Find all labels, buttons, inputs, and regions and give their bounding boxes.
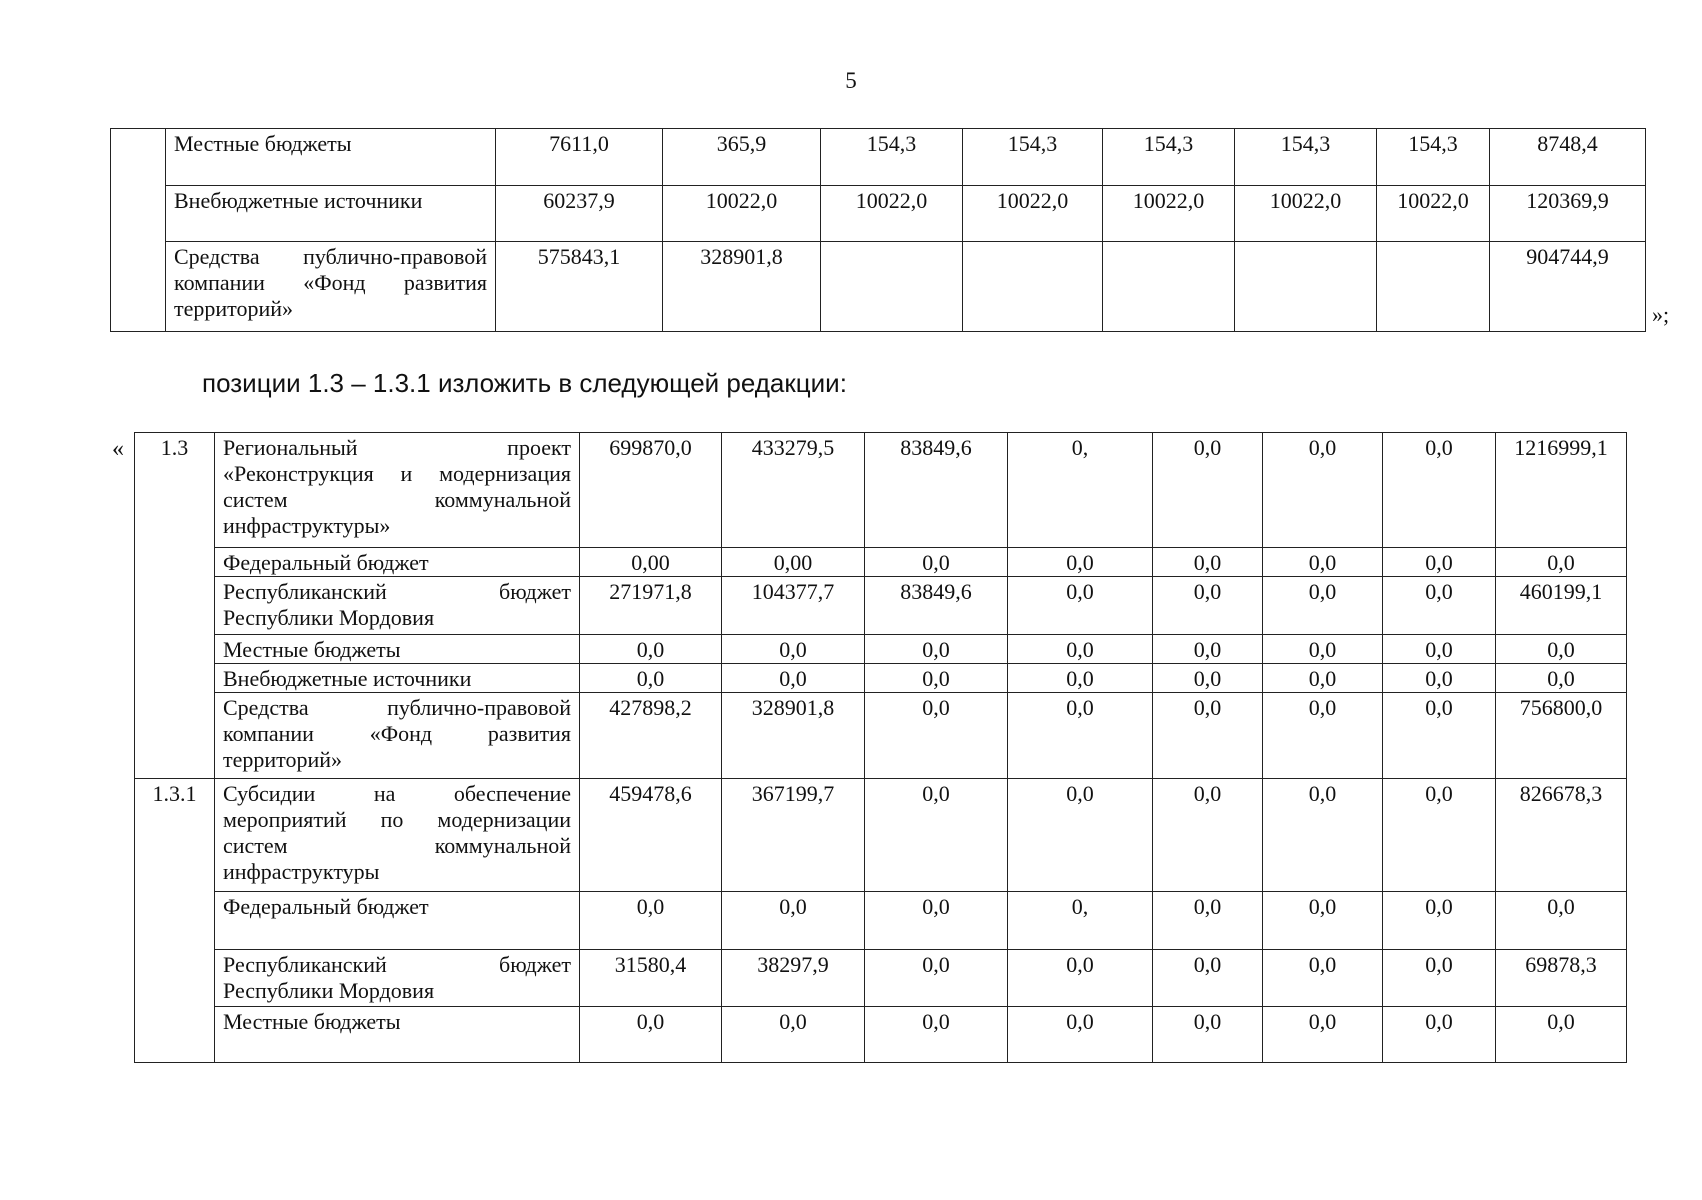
value-cell: 31580,4 bbox=[580, 950, 722, 1007]
value-cell: 826678,3 bbox=[1496, 779, 1627, 892]
value-cell: 0,0 bbox=[1263, 1007, 1383, 1063]
value-cell: 0, bbox=[1008, 892, 1153, 950]
value-cell: 427898,2 bbox=[580, 693, 722, 779]
position-code: 1.3.1 bbox=[135, 779, 215, 1063]
value-cell: 0,0 bbox=[865, 950, 1008, 1007]
value-cell: 0,0 bbox=[1008, 548, 1153, 577]
value-cell: 10022,0 bbox=[1235, 186, 1377, 242]
value-cell: 0,0 bbox=[580, 664, 722, 693]
value-cell: 10022,0 bbox=[963, 186, 1103, 242]
value-cell bbox=[821, 242, 963, 332]
value-cell: 0,0 bbox=[1263, 664, 1383, 693]
value-cell: 0,0 bbox=[1008, 577, 1153, 635]
value-cell: 0,0 bbox=[580, 892, 722, 950]
value-cell: 7611,0 bbox=[496, 129, 663, 186]
value-cell: 60237,9 bbox=[496, 186, 663, 242]
value-cell: 0,0 bbox=[865, 635, 1008, 664]
value-cell: 0,0 bbox=[722, 635, 865, 664]
value-cell: 0, bbox=[1008, 433, 1153, 548]
value-cell: 0,0 bbox=[1383, 779, 1496, 892]
value-cell: 0,0 bbox=[580, 1007, 722, 1063]
value-cell: 154,3 bbox=[1377, 129, 1490, 186]
value-cell: 0,0 bbox=[1263, 950, 1383, 1007]
value-cell: 10022,0 bbox=[1103, 186, 1235, 242]
value-cell: 10022,0 bbox=[1377, 186, 1490, 242]
value-cell: 460199,1 bbox=[1496, 577, 1627, 635]
value-cell: 0,0 bbox=[1263, 693, 1383, 779]
value-cell: 0,0 bbox=[1263, 548, 1383, 577]
value-cell: 0,0 bbox=[865, 548, 1008, 577]
row-label: Региональный проект «Реконструкция и модернизация систем коммунальной инфраструктуры» bbox=[215, 433, 580, 548]
row-label: Республиканский бюджет Республики Мордовия bbox=[215, 577, 580, 635]
budget-table-positions bbox=[134, 432, 1627, 1063]
value-cell: 0,0 bbox=[1008, 779, 1153, 892]
value-cell: 0,0 bbox=[1008, 1007, 1153, 1063]
value-cell: 0,0 bbox=[1496, 892, 1627, 950]
row-label: Федеральный бюджет bbox=[215, 548, 580, 577]
value-cell: 0,0 bbox=[1153, 950, 1263, 1007]
value-cell: 120369,9 bbox=[1490, 186, 1646, 242]
value-cell: 83849,6 bbox=[865, 577, 1008, 635]
value-cell: 0,0 bbox=[1153, 892, 1263, 950]
value-cell: 0,0 bbox=[1008, 693, 1153, 779]
value-cell: 0,0 bbox=[1383, 635, 1496, 664]
row-label: Местные бюджеты bbox=[215, 1007, 580, 1063]
table-row bbox=[111, 129, 1646, 186]
value-cell: 0,0 bbox=[1263, 635, 1383, 664]
value-cell: 0,0 bbox=[1383, 892, 1496, 950]
value-cell: 0,0 bbox=[1008, 635, 1153, 664]
value-cell bbox=[963, 242, 1103, 332]
value-cell: 0,0 bbox=[1383, 950, 1496, 1007]
value-cell: 0,0 bbox=[1153, 1007, 1263, 1063]
table-row bbox=[135, 664, 1627, 693]
value-cell: 0,0 bbox=[865, 779, 1008, 892]
value-cell: 0,0 bbox=[1008, 664, 1153, 693]
value-cell: 154,3 bbox=[1235, 129, 1377, 186]
value-cell: 0,0 bbox=[1263, 433, 1383, 548]
value-cell: 328901,8 bbox=[663, 242, 821, 332]
value-cell: 0,0 bbox=[1496, 635, 1627, 664]
value-cell: 0,0 bbox=[865, 892, 1008, 950]
value-cell: 0,0 bbox=[1153, 779, 1263, 892]
instruction-text: позиции 1.3 – 1.3.1 изложить в следующей редакции: bbox=[202, 368, 847, 398]
value-cell: 0,0 bbox=[1153, 433, 1263, 548]
value-cell: 0,0 bbox=[865, 693, 1008, 779]
value-cell: 0,0 bbox=[1383, 693, 1496, 779]
row-label: Местные бюджеты bbox=[215, 635, 580, 664]
table-row bbox=[135, 548, 1627, 577]
row-label: Средства публично-правовой компании «Фонд развития территорий» bbox=[166, 242, 496, 332]
value-cell: 0,0 bbox=[722, 892, 865, 950]
value-cell: 0,0 bbox=[1383, 548, 1496, 577]
value-cell: 0,0 bbox=[1496, 548, 1627, 577]
value-cell: 0,00 bbox=[580, 548, 722, 577]
value-cell: 0,0 bbox=[1008, 950, 1153, 1007]
table-row bbox=[135, 950, 1627, 1007]
value-cell: 0,0 bbox=[1153, 635, 1263, 664]
closing-quote-mark: »; bbox=[1652, 302, 1670, 327]
value-cell: 756800,0 bbox=[1496, 693, 1627, 779]
value-cell: 104377,7 bbox=[722, 577, 865, 635]
row-label: Внебюджетные источники bbox=[166, 186, 496, 242]
value-cell: 69878,3 bbox=[1496, 950, 1627, 1007]
value-cell: 10022,0 bbox=[821, 186, 963, 242]
row-label: Средства публично-правовой компании «Фонд развития территорий» bbox=[215, 693, 580, 779]
value-cell: 328901,8 bbox=[722, 693, 865, 779]
value-cell: 0,0 bbox=[1153, 664, 1263, 693]
value-cell: 0,0 bbox=[580, 635, 722, 664]
value-cell: 154,3 bbox=[963, 129, 1103, 186]
value-cell: 904744,9 bbox=[1490, 242, 1646, 332]
opening-quote-mark: « bbox=[112, 436, 124, 462]
value-cell: 0,0 bbox=[1496, 664, 1627, 693]
value-cell: 433279,5 bbox=[722, 433, 865, 548]
value-cell: 8748,4 bbox=[1490, 129, 1646, 186]
table-row bbox=[135, 892, 1627, 950]
value-cell: 575843,1 bbox=[496, 242, 663, 332]
value-cell bbox=[1103, 242, 1235, 332]
value-cell: 699870,0 bbox=[580, 433, 722, 548]
table-row bbox=[111, 186, 1646, 242]
value-cell: 0,0 bbox=[1383, 664, 1496, 693]
value-cell: 0,0 bbox=[1263, 892, 1383, 950]
value-cell bbox=[1377, 242, 1490, 332]
page-number: 5 bbox=[845, 68, 857, 93]
value-cell: 0,0 bbox=[1153, 548, 1263, 577]
table-row bbox=[135, 1007, 1627, 1063]
value-cell: 0,0 bbox=[1263, 577, 1383, 635]
value-cell: 0,0 bbox=[1383, 433, 1496, 548]
value-cell: 0,0 bbox=[1383, 577, 1496, 635]
value-cell: 0,0 bbox=[722, 1007, 865, 1063]
table-row bbox=[111, 242, 1646, 332]
value-cell: 0,0 bbox=[1496, 1007, 1627, 1063]
table-row bbox=[135, 635, 1627, 664]
table-row bbox=[135, 433, 1627, 548]
value-cell: 0,0 bbox=[865, 1007, 1008, 1063]
row-label: Внебюджетные источники bbox=[215, 664, 580, 693]
value-cell: 0,0 bbox=[722, 664, 865, 693]
value-cell: 38297,9 bbox=[722, 950, 865, 1007]
table-row bbox=[135, 779, 1627, 892]
table-row bbox=[135, 577, 1627, 635]
value-cell: 10022,0 bbox=[663, 186, 821, 242]
row-label: Местные бюджеты bbox=[166, 129, 496, 186]
row-label: Республиканский бюджет Республики Мордовия bbox=[215, 950, 580, 1007]
value-cell: 365,9 bbox=[663, 129, 821, 186]
value-cell: 0,0 bbox=[1153, 693, 1263, 779]
value-cell: 154,3 bbox=[1103, 129, 1235, 186]
value-cell: 0,00 bbox=[722, 548, 865, 577]
value-cell: 367199,7 bbox=[722, 779, 865, 892]
value-cell: 459478,6 bbox=[580, 779, 722, 892]
budget-table-continuation bbox=[110, 128, 1646, 332]
value-cell bbox=[1235, 242, 1377, 332]
value-cell: 1216999,1 bbox=[1496, 433, 1627, 548]
position-code: 1.3 bbox=[135, 433, 215, 779]
value-cell: 271971,8 bbox=[580, 577, 722, 635]
value-cell: 0,0 bbox=[1153, 577, 1263, 635]
value-cell: 0,0 bbox=[1263, 779, 1383, 892]
value-cell: 83849,6 bbox=[865, 433, 1008, 548]
value-cell: 154,3 bbox=[821, 129, 963, 186]
row-label: Федеральный бюджет bbox=[215, 892, 580, 950]
value-cell: 0,0 bbox=[1383, 1007, 1496, 1063]
value-cell: 0,0 bbox=[865, 664, 1008, 693]
row-label: Субсидии на обеспечение мероприятий по модернизации систем коммунальной инфраструктуры bbox=[215, 779, 580, 892]
table-row bbox=[135, 693, 1627, 779]
code-cell-empty bbox=[111, 129, 166, 332]
